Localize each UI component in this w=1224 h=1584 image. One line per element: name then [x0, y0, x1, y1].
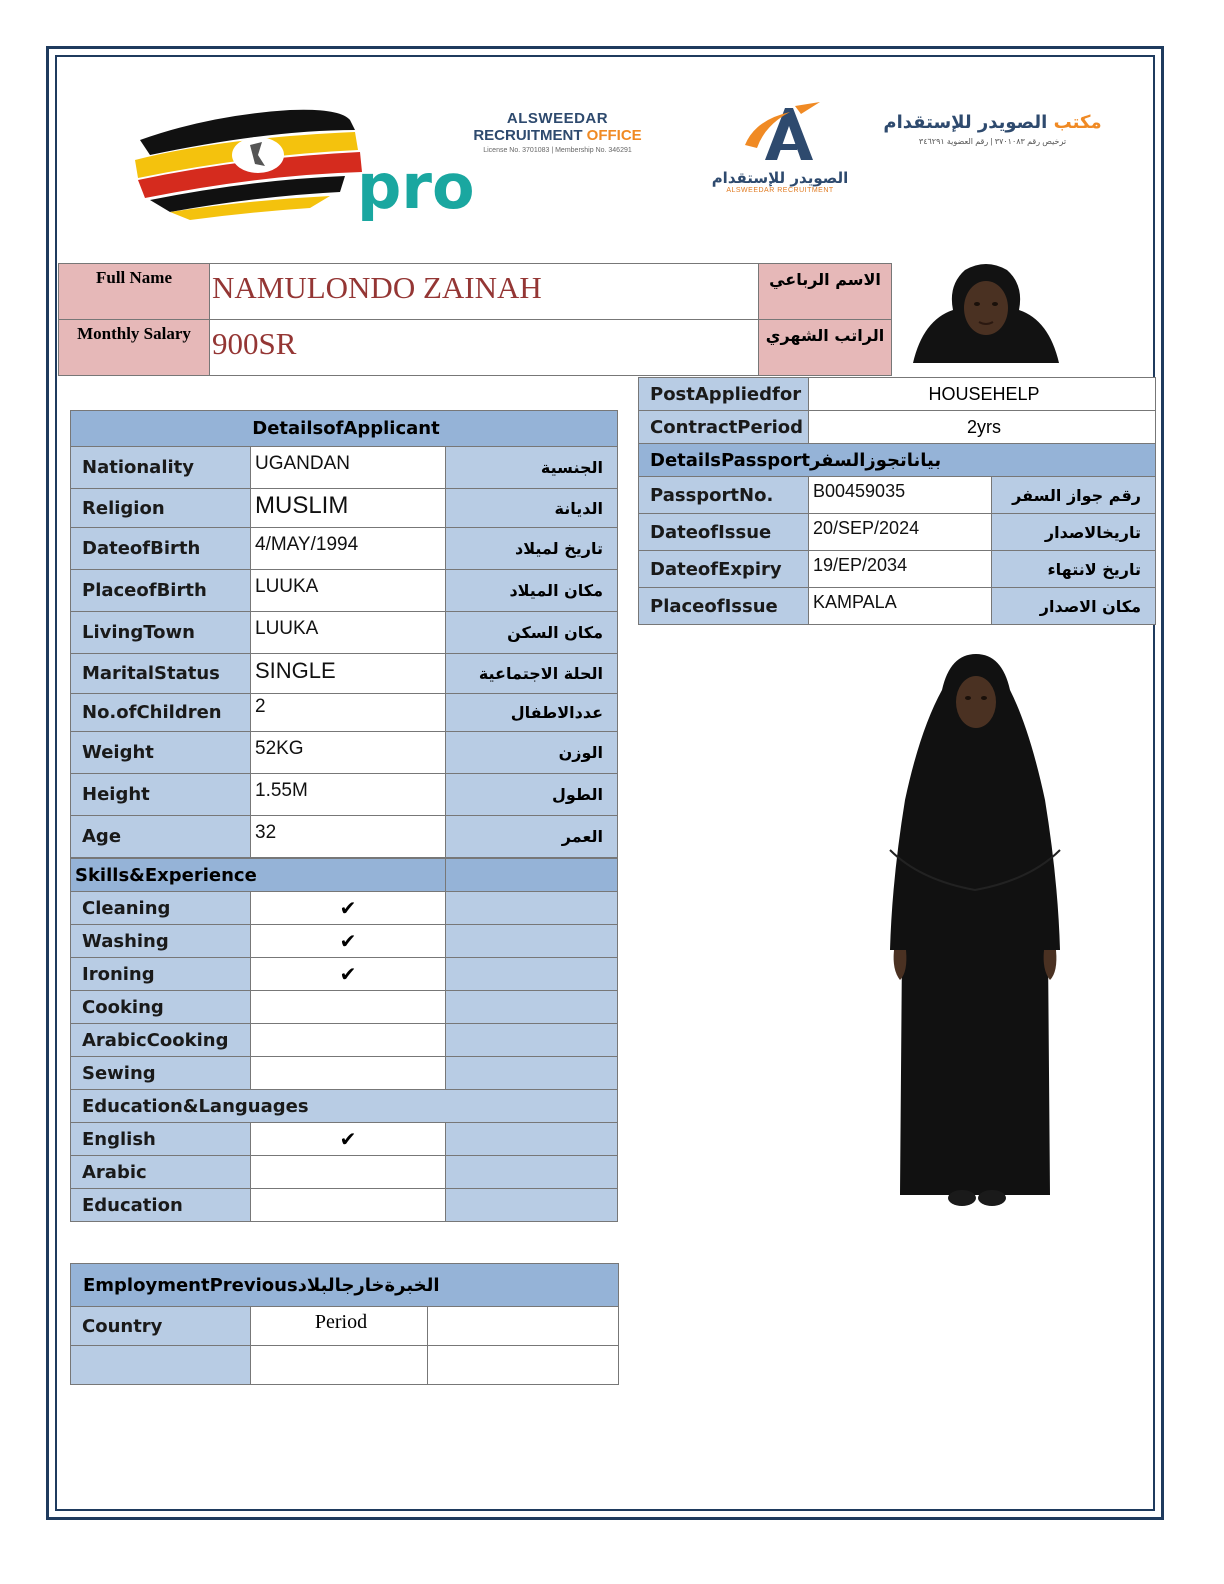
skills-header-row [71, 859, 618, 892]
education-label: Arabic [71, 1156, 251, 1189]
applicant-row-label: Religion [71, 489, 251, 528]
applicant-row-arabic: تاريخ لميلاد [446, 528, 618, 570]
contract-row [639, 411, 1156, 444]
office-logo-line2 [455, 127, 660, 144]
employment-row [71, 1346, 619, 1385]
full-name-row [59, 264, 892, 320]
applicant-row-label: DateofBirth [71, 528, 251, 570]
post-applied-label: PostAppliedfor [639, 378, 809, 411]
employment-period-cell [251, 1346, 428, 1385]
skill-label: Ironing [71, 958, 251, 991]
applicant-details-table [70, 410, 618, 858]
applicant-details-title: DetailsofApplicant [71, 411, 618, 447]
employment-title: EmploymentPreviousالخبرةخارجالبلاد [71, 1264, 619, 1307]
skill-extra [446, 991, 618, 1024]
post-passport-table [638, 377, 1156, 625]
skills-header-blank [446, 859, 618, 892]
salary-arabic-label: الراتب الشهري [759, 320, 892, 376]
education-title: Education&Languages [71, 1090, 618, 1123]
skill-label: Cleaning [71, 892, 251, 925]
arabic-logo-title [880, 112, 1105, 133]
skill-label: ArabicCooking [71, 1024, 251, 1057]
applicant-row-value: UGANDAN [251, 447, 446, 489]
skill-check: ✔ [251, 892, 446, 925]
passport-row [639, 551, 1156, 588]
salary-value: 900SR [210, 320, 759, 376]
education-row [71, 1123, 618, 1156]
post-row [639, 378, 1156, 411]
arabic-logo-subtitle: ترخيص رقم ٣٧٠١٠٨٣ | رقم العضوية ٣٤٦٢٩١ [918, 137, 1067, 146]
employment-extra-cell [428, 1307, 619, 1346]
arabic-office-logo [880, 112, 1105, 172]
employment-labels-row [71, 1307, 619, 1346]
employment-country-label: Country [71, 1307, 251, 1346]
education-extra [446, 1189, 618, 1222]
passport-row-value: 19/EP/2034 [809, 551, 992, 588]
education-label: Education [71, 1189, 251, 1222]
contract-period-label: ContractPeriod [639, 411, 809, 444]
passport-row-value: 20/SEP/2024 [809, 514, 992, 551]
applicant-row-value: 52KG [251, 732, 446, 774]
applicant-full-body-photo [880, 650, 1070, 1215]
skill-check [251, 991, 446, 1024]
education-extra [446, 1123, 618, 1156]
education-label: English [71, 1123, 251, 1156]
applicant-row [71, 774, 618, 816]
skill-row [71, 1024, 618, 1057]
applicant-row-value: 4/MAY/1994 [251, 528, 446, 570]
applicant-row-value: 1.55M [251, 774, 446, 816]
office-logo-line2b: OFFICE [586, 127, 642, 144]
applicant-row-label: Height [71, 774, 251, 816]
applicant-row-arabic: مكان السكن [446, 612, 618, 654]
arabic-logo-title-a: مكتب [1047, 112, 1102, 133]
education-check: ✔ [251, 1123, 446, 1156]
skill-check: ✔ [251, 958, 446, 991]
skill-row [71, 991, 618, 1024]
post-applied-value: HOUSEHELP [809, 378, 1156, 411]
a-logo-arabic: الصويدر للإستقدام [711, 169, 849, 187]
applicant-row-arabic: الديانة [446, 489, 618, 528]
passport-row-arabic: تاريخ لانتهاء [992, 551, 1156, 588]
applicant-row-label: Weight [71, 732, 251, 774]
skill-extra [446, 958, 618, 991]
education-extra [446, 1156, 618, 1189]
passport-row-value: B00459035 [809, 477, 992, 514]
pro-text: pro [357, 150, 475, 223]
applicant-row-value: LUUKA [251, 570, 446, 612]
education-row [71, 1156, 618, 1189]
skill-row [71, 1057, 618, 1090]
full-name-label: Full Name [59, 264, 210, 320]
office-logo-line2a: RECRUITMENT [473, 127, 587, 144]
applicant-row-value: SINGLE [251, 654, 446, 694]
applicant-row [71, 816, 618, 858]
skill-extra [446, 925, 618, 958]
employment-period-label: Period [251, 1307, 428, 1346]
applicant-row [71, 654, 618, 694]
skill-extra [446, 1057, 618, 1090]
applicant-row-label: LivingTown [71, 612, 251, 654]
applicant-row-arabic: مكان الميلاد [446, 570, 618, 612]
salary-row [59, 320, 892, 376]
employment-header-row [71, 1264, 619, 1307]
passport-row [639, 588, 1156, 625]
employment-table [70, 1263, 619, 1385]
skill-check [251, 1057, 446, 1090]
applicant-row-arabic: الجنسية [446, 447, 618, 489]
applicant-row-value: 32 [251, 816, 446, 858]
skill-row [71, 958, 618, 991]
passport-row-arabic: رقم جواز السفر [992, 477, 1156, 514]
skills-title: Skills&Experience [71, 859, 446, 892]
passport-row-label: DateofExpiry [639, 551, 809, 588]
name-salary-table [58, 263, 892, 376]
passport-row [639, 514, 1156, 551]
applicant-row-arabic: العمر [446, 816, 618, 858]
applicant-row-arabic: الوزن [446, 732, 618, 774]
passport-header-row [639, 444, 1156, 477]
alsweedar-office-logo [455, 110, 660, 170]
applicant-row-arabic: عددالاطفال [446, 694, 618, 732]
passport-row-arabic: تاريخالاصدار [992, 514, 1156, 551]
skill-row [71, 925, 618, 958]
applicant-row-value: MUSLIM [251, 489, 446, 528]
education-check [251, 1156, 446, 1189]
salary-label: Monthly Salary [59, 320, 210, 376]
applicant-row [71, 528, 618, 570]
full-name-arabic-label: الاسم الرباعي [759, 264, 892, 320]
a-logo-icon [735, 100, 825, 162]
passport-row [639, 477, 1156, 514]
passport-row-value: KAMPALA [809, 588, 992, 625]
applicant-row-label: Nationality [71, 447, 251, 489]
applicant-row [71, 447, 618, 489]
skill-row [71, 892, 618, 925]
skill-extra [446, 1024, 618, 1057]
applicant-row [71, 694, 618, 732]
skill-extra [446, 892, 618, 925]
applicant-row-label: PlaceofBirth [71, 570, 251, 612]
arabic-logo-title-b: الصويدر للإستقدام [883, 112, 1048, 133]
passport-row-label: DateofIssue [639, 514, 809, 551]
applicant-row [71, 732, 618, 774]
uganda-pro-logo [130, 100, 475, 230]
skill-label: Washing [71, 925, 251, 958]
a-logo-english: ALSWEEDAR RECRUITMENT [726, 187, 834, 194]
applicant-row-label: Age [71, 816, 251, 858]
applicant-row [71, 489, 618, 528]
applicant-row [71, 570, 618, 612]
office-logo-line1: ALSWEEDAR [506, 110, 609, 127]
applicant-row-label: No.ofChildren [71, 694, 251, 732]
applicant-row-label: MaritalStatus [71, 654, 251, 694]
education-check [251, 1189, 446, 1222]
applicant-row-value: LUUKA [251, 612, 446, 654]
skill-label: Cooking [71, 991, 251, 1024]
full-name-value: NAMULONDO ZAINAH [210, 264, 759, 320]
education-header-row [71, 1090, 618, 1123]
applicant-header-row [71, 411, 618, 447]
office-logo-license: License No. 3701083 | Membership No. 346291 [483, 147, 632, 154]
skill-label: Sewing [71, 1057, 251, 1090]
employment-extra-cell [428, 1346, 619, 1385]
applicant-portrait-photo [913, 260, 1059, 363]
passport-details-title: DetailsPassportبياناتجوزالسفر [639, 444, 1156, 477]
education-row [71, 1189, 618, 1222]
passport-row-label: PassportNo. [639, 477, 809, 514]
employment-country-cell [71, 1346, 251, 1385]
a-letter-logo [700, 100, 860, 210]
skill-check [251, 1024, 446, 1057]
passport-row-arabic: مكان الاصدار [992, 588, 1156, 625]
applicant-row-arabic: الحلة الاجتماعية [446, 654, 618, 694]
contract-period-value: 2yrs [809, 411, 1156, 444]
applicant-row-arabic: الطول [446, 774, 618, 816]
passport-row-label: PlaceofIssue [639, 588, 809, 625]
skill-check: ✔ [251, 925, 446, 958]
applicant-row-value: 2 [251, 694, 446, 732]
skills-table [70, 858, 618, 1222]
applicant-row [71, 612, 618, 654]
